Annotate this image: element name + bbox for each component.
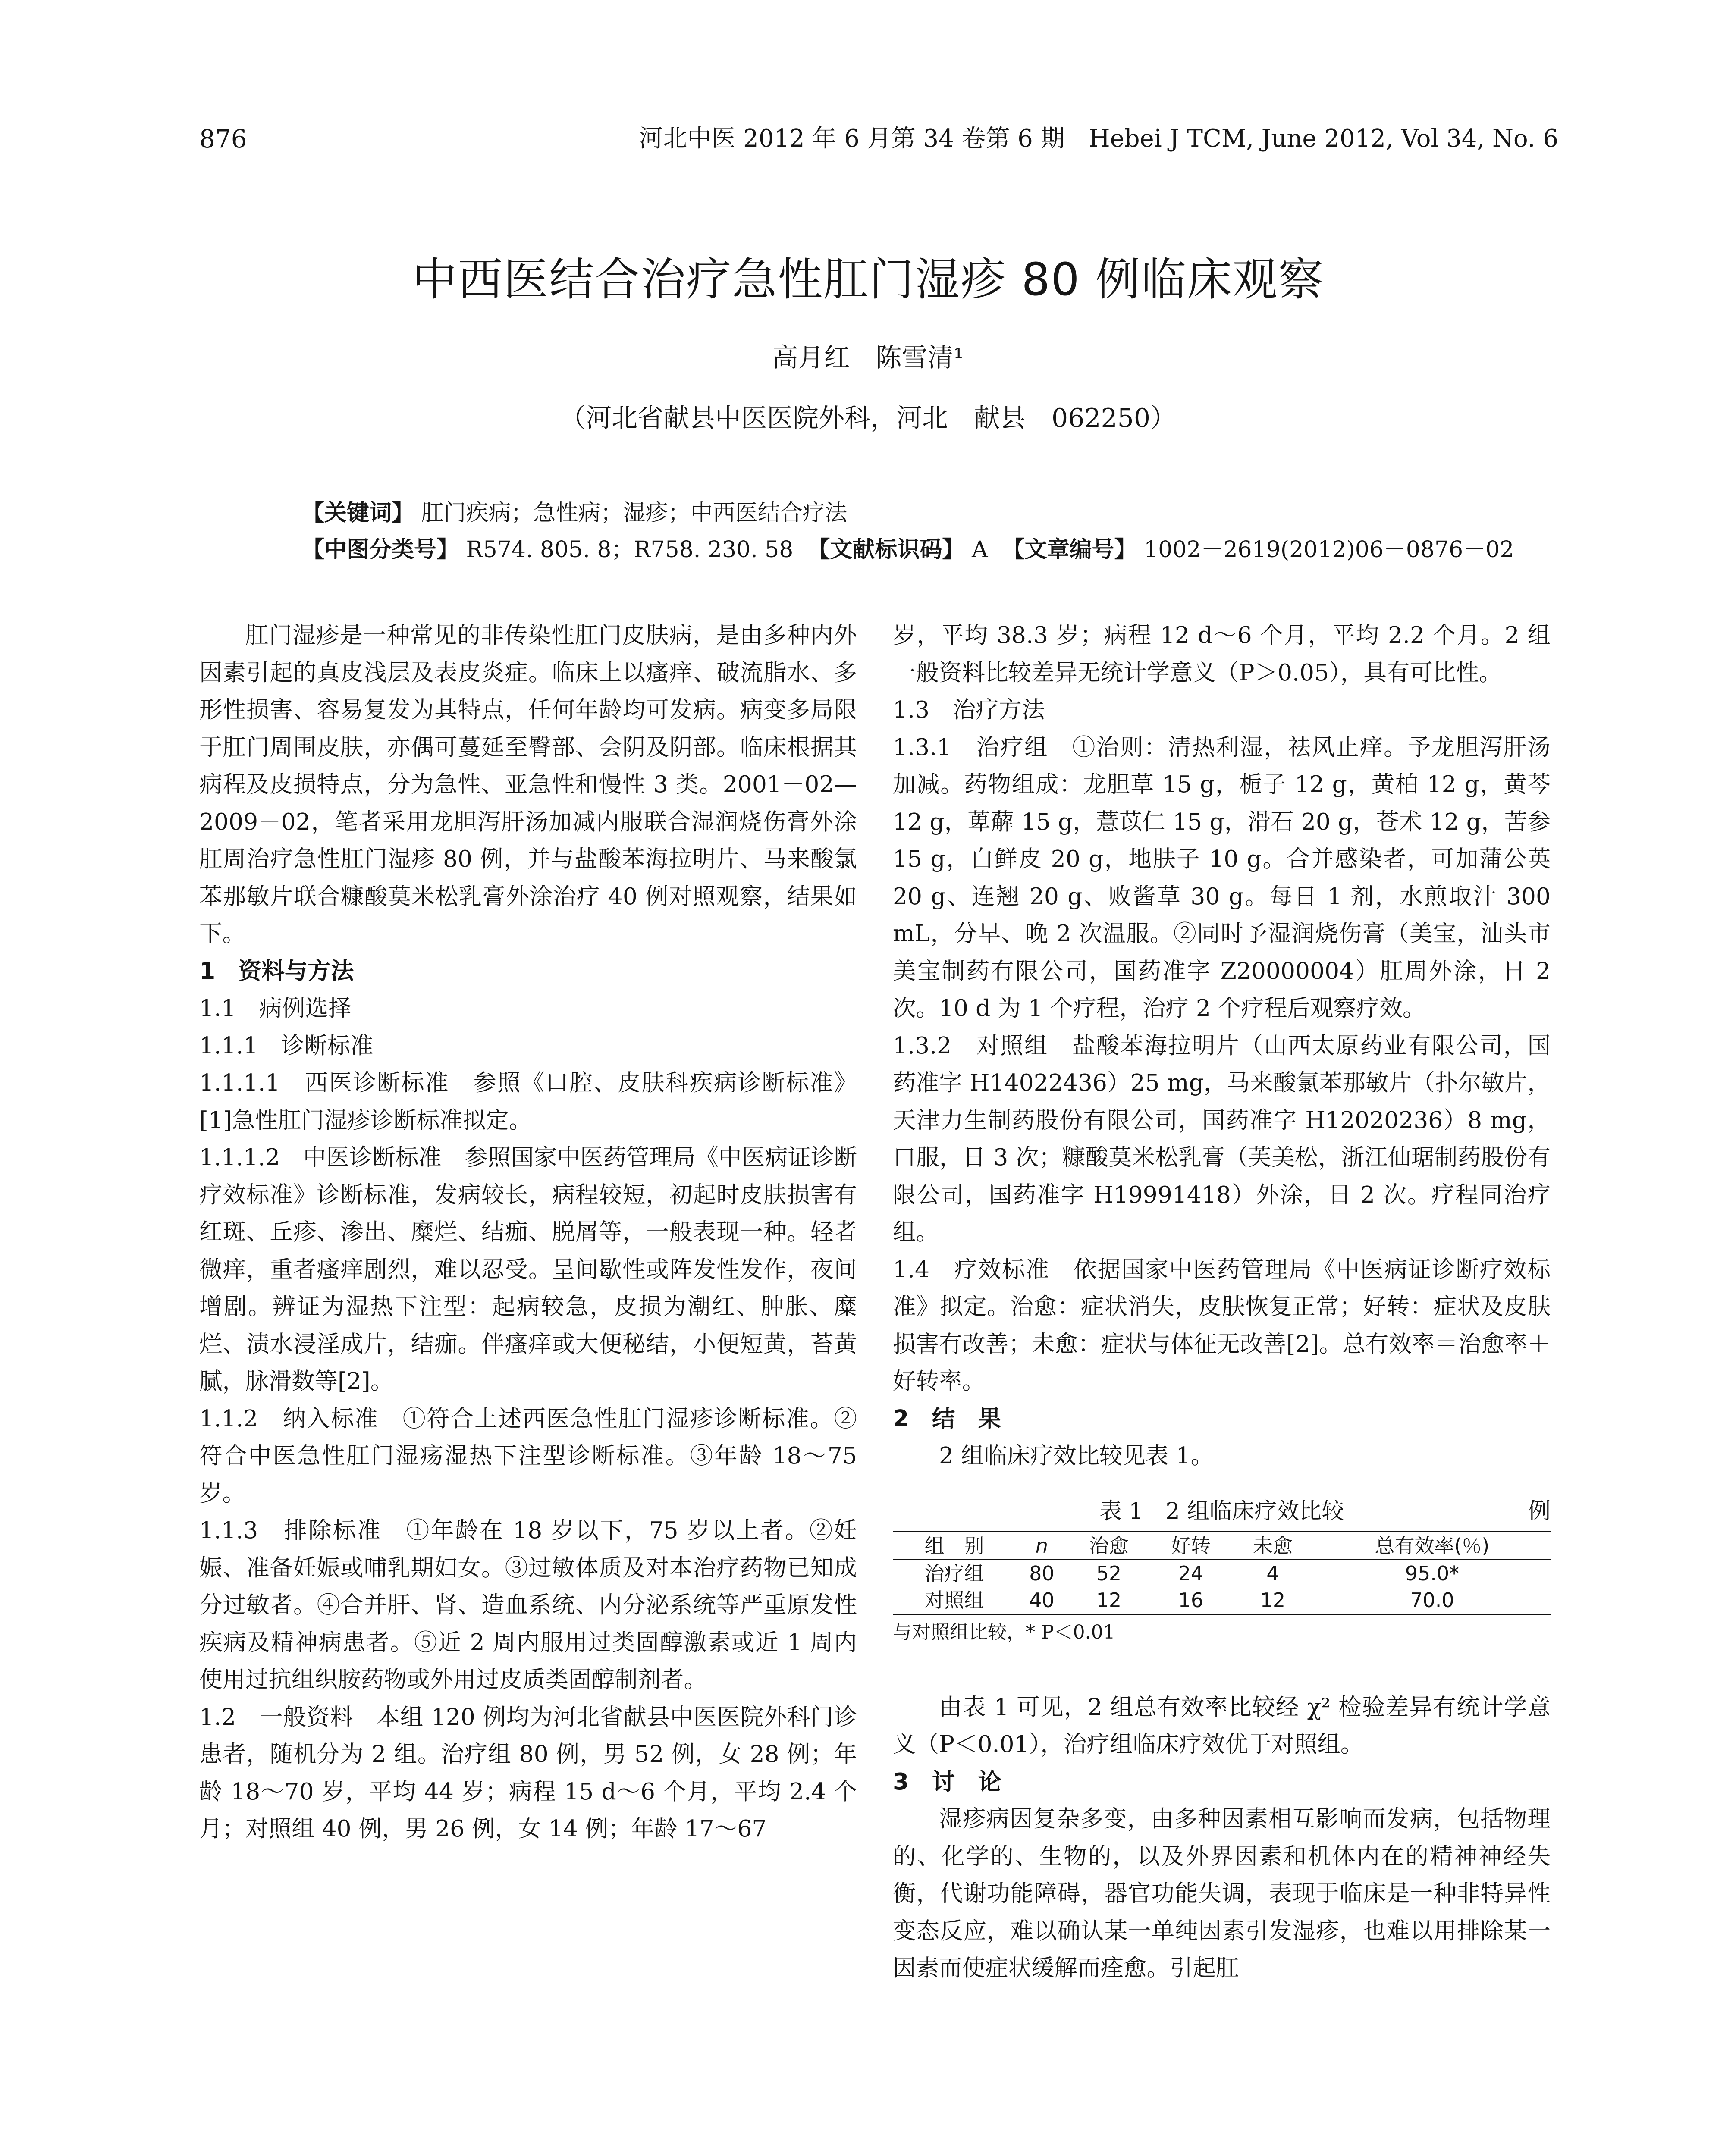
table-title: 表 1 2 组临床疗效比较 [1099, 1498, 1344, 1524]
table-header-cell: 好转 [1171, 1534, 1211, 1557]
table-cell: 对照组 [924, 1588, 984, 1612]
body-paragraph: 1.1.2 纳入标准 ①符合上述西医急性肛门湿疹诊断标准。②符合中医急性肛门湿疡湿热下注型诊断标准。③年龄 18～75 岁。 [199, 1404, 857, 1507]
section-heading: 1 资料与方法 [199, 957, 354, 984]
table-header-cell: 总有效率(％) [1375, 1534, 1490, 1557]
body-paragraph: 2 组临床疗效比较见表 1。 [939, 1442, 1214, 1469]
results-table [893, 1531, 1551, 1615]
body-paragraph: 由表 1 可见，2 组总有效率比较经 χ² 检验差异有统计学意义（P＜0.01），治疗组临床疗效优于对照组。 [893, 1693, 1551, 1758]
table-cell: 40 [1029, 1588, 1055, 1612]
table-cell: 95.0* [1405, 1561, 1460, 1585]
table-header-row [893, 1532, 1551, 1560]
page-number: 876 [199, 124, 247, 154]
doc-code-label: 【文献标识码】 [807, 537, 965, 563]
article-number-value: 1002－2619(2012)06－0876－02 [1144, 537, 1514, 563]
body-paragraph: 1.1.1.2 中医诊断标准 参照国家中医药管理局《中医病证诊断疗效标准》诊断标准，发病较长，病程较短，初起时皮肤损害有红斑、丘疹、渗出、糜烂、结痂、脱屑等，一般表现一种。轻者微痒，重者瘙痒剧烈，难以忍受。呈间歇性或阵发性发作，夜间增剧。辨证为湿热下注型：起病较急，皮损为潮红、肿胀、糜烂、渍水浸淫成片，结痂。伴瘙痒或大便秘结，小便短黄，苔黄腻，脉滑数等[2]。 [199, 1144, 857, 1395]
classification-line [302, 535, 1514, 565]
body-paragraph: 1.4 疗效标准 依据国家中医药管理局《中医病证诊断疗效标准》拟定。治愈：症状消失，皮肤恢复正常；好转：症状及皮肤损害有改善；未愈：症状与体征无改善[2]。总有效率＝治愈率＋好转率。 [893, 1255, 1551, 1395]
subsection-heading: 1.1 病例选择 [199, 994, 352, 1022]
discussion-paragraph: 湿疹病因复杂多变，由多种因素相互影响而发病，包括物理的、化学的、生物的，以及外界因素和机体内在的精神神经失衡，代谢功能障碍，器官功能失调，表现于临床是一种非特异性变态反应，难以确认某一单纯因素引发湿疹，也难以用排除某一因素而使症状缓解而痊愈。引起肛 [893, 1805, 1551, 1981]
clc-value: R574. 805. 8；R758. 230. 58 [466, 537, 794, 563]
section-heading: 2 结 果 [893, 1404, 1001, 1432]
keywords-label: 【关键词】 [302, 500, 414, 526]
clc-label: 【中图分类号】 [302, 537, 459, 563]
table-cell: 24 [1178, 1561, 1204, 1585]
doc-code-value: A [971, 537, 988, 563]
table-row [893, 1587, 1551, 1614]
keywords-line [302, 498, 848, 528]
body-paragraph: 岁，平均 38.3 岁；病程 12 d～6 个月，平均 2.2 个月。2 组一般资料比较差异无统计学意义（P＞0.05），具有可比性。 [893, 621, 1551, 686]
table-row [893, 1560, 1551, 1587]
table-cell: 12 [1260, 1588, 1286, 1612]
intro-paragraph: 肛门湿疹是一种常见的非传染性肛门皮肤病，是由多种内外因素引起的真皮浅层及表皮炎症。临床上以瘙痒、破流脂水、多形性损害、容易复发为其特点，任何年龄均可发病。病变多局限于肛门周围皮肤，亦偶可蔓延至臀部、会阴及阴部。临床根据其病程及皮损特点，分为急性、亚急性和慢性 3 类。2001－02—2009－02，笔者采用龙胆泻肝汤加减内服联合湿润烧伤膏外涂肛周治疗急性肛门湿疹 80 例，并与盐酸苯海拉明片、马来酸氯苯那敏片联合糠酸莫米松乳膏外涂治疗 40 例对照观察，结果如下。 [199, 621, 857, 947]
right-column [893, 617, 1551, 1987]
body-paragraph: 1.1.1.1 西医诊断标准 参照《口腔、皮肤科疾病诊断标准》[1]急性肛门湿疹诊断标准拟定。 [199, 1069, 857, 1134]
table-cell: 52 [1096, 1561, 1122, 1585]
table-header-cell: 治愈 [1089, 1534, 1129, 1557]
table-cell: 70.0 [1410, 1588, 1454, 1612]
table-header-cell: n [1035, 1534, 1049, 1557]
table-cell: 16 [1178, 1588, 1204, 1612]
subsection-heading: 1.1.1 诊断标准 [199, 1031, 374, 1059]
body-paragraph: 1.3.1 治疗组 ①治则：清热利湿，祛风止痒。予龙胆泻肝汤加减。药物组成：龙胆草 15 g，栀子 12 g，黄柏 12 g，黄芩 12 g，萆薢 15 g，薏苡仁 15 g，滑石 20 g，苍术 12 g，苦参 15 g，白鲜皮 20 g，地肤子 10 g。合并感染者，可加蒲公英 20 g、连翘 20 g、败酱草 30 g。每日 1 剂，水煎取汁 300 mL，分早、晚 2 次温服。②同时予湿润烧伤膏（美宝，汕头市美宝制药有限公司，国药准字 Z20000004）肛周外涂，日 2 次。10 d 为 1 个疗程，治疗 2 个疗程后观察疗效。 [893, 733, 1551, 1022]
table-header-cell: 未愈 [1253, 1534, 1293, 1557]
table-cell: 12 [1096, 1588, 1122, 1612]
table-header-cell: 组 别 [924, 1534, 984, 1557]
authors: 高月红 陈雪清¹ [772, 343, 964, 373]
keywords-text: 肛门疾病；急性病；湿疹；中西医结合疗法 [421, 500, 848, 526]
left-column [199, 617, 857, 1848]
table-cell: 80 [1029, 1561, 1055, 1585]
body-paragraph: 1.1.3 排除标准 ①年龄在 18 岁以下，75 岁以上者。②妊娠、准备妊娠或哺乳期妇女。③过敏体质及对本治疗药物已知成分过敏者。④合并肝、肾、造血系统、内分泌系统等严重原发性疾病及精神病患者。⑤近 2 周内服用过类固醇激素或近 1 周内使用过抗组织胺药物或外用过皮质类固醇制剂者。 [199, 1517, 857, 1693]
table-caption [893, 1492, 1551, 1531]
table-unit: 例 [1528, 1498, 1551, 1524]
article-title: 中西医结合治疗急性肛门湿疹 80 例临床观察 [412, 253, 1324, 306]
table-cell: 4 [1266, 1561, 1279, 1585]
table-note: 与对照组比较，* P＜0.01 [893, 1621, 1115, 1643]
journal-header: 河北中医 2012 年 6 月第 34 卷第 6 期 Hebei J TCM, June 2012, Vol 34, No. 6 [639, 125, 1558, 153]
section-heading: 3 讨 论 [893, 1767, 1001, 1795]
affiliation: （河北省献县中医医院外科，河北 献县 062250） [559, 403, 1177, 433]
article-number-label: 【文章编号】 [1002, 537, 1137, 563]
subsection-heading: 1.3 治疗方法 [893, 696, 1045, 723]
body-paragraph: 1.3.2 对照组 盐酸苯海拉明片（山西太原药业有限公司，国药准字 H14022436）25 mg，马来酸氯苯那敏片（扑尔敏片，天津力生制药股份有限公司，国药准字 H12020236）8 mg，口服，日 3 次；糠酸莫米松乳膏（芙美松，浙江仙琚制药股份有限公司，国药准字 H19991418）外涂，日 2 次。疗程同治疗组。 [893, 1031, 1551, 1245]
body-paragraph: 1.2 一般资料 本组 120 例均为河北省献县中医医院外科门诊患者，随机分为 2 组。治疗组 80 例，男 52 例，女 28 例；年龄 18～70 岁，平均 44 岁；病程 15 d～6 个月，平均 2.4 个月；对照组 40 例，男 26 例，女 14 例；年龄 17～67 [199, 1703, 857, 1842]
table-cell: 治疗组 [924, 1561, 984, 1585]
